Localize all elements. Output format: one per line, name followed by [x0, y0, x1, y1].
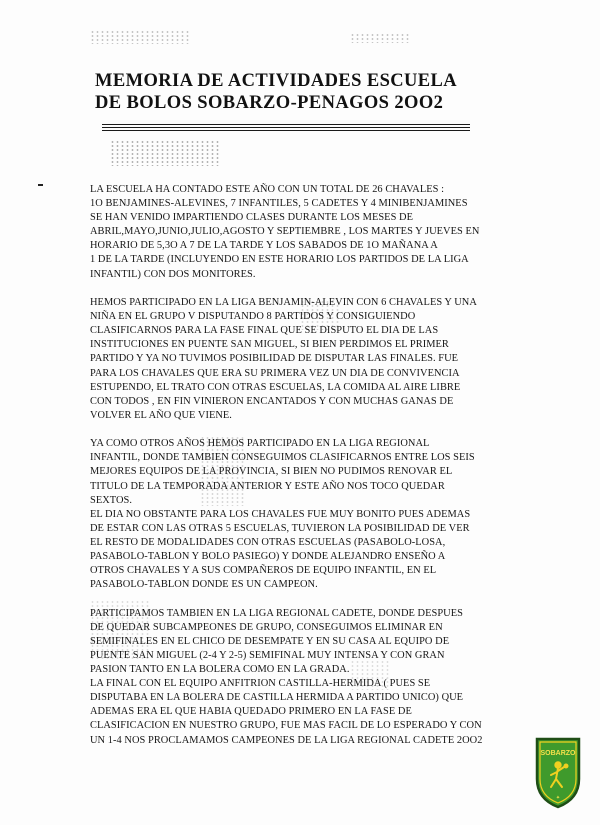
- body-line: PARTIDO Y YA NO TUVIMOS POSIBILIDAD DE DISPUTAR LAS FINALES. FUE: [90, 353, 459, 365]
- body-line: LA ESCUELA HA CONTADO ESTE AÑO CON UN TOTAL DE 26 CHAVALES :: [90, 184, 445, 195]
- body-line: SEMIFINALES EN EL CHICO DE DESEMPATE Y EN SU CASA AL EQUIPO DE: [90, 635, 450, 647]
- title-underline: [102, 130, 470, 131]
- club-logo: [533, 735, 583, 809]
- body-line: CLASIFICACION EN NUESTRO GRUPO, FUE MAS FACIL DE LO ESPERADO Y CON: [90, 720, 482, 732]
- body-line: ADEMAS ERA EL QUE HABIA QUEDADO PRIMERO EN LA FASE DE: [90, 706, 412, 718]
- body-line: SE HAN VENIDO IMPARTIENDO CLASES DURANTE LOS MESES DE: [90, 212, 413, 224]
- title-underline: [102, 127, 470, 128]
- body-line: CLASIFICARNOS PARA LA FASE FINAL QUE SE DISPUTO EL DIA DE LAS: [90, 325, 439, 337]
- body-line: PARA LOS CHAVALES QUE ERA SU PRIMERA VEZ UN DIA DE CONVIVENCIA: [90, 367, 460, 379]
- body-line: PUENTE SAN MIGUEL (2-4 Y 2-5) SEMIFINAL MUY INTENSA Y CON GRAN: [90, 649, 445, 661]
- body-line: LA FINAL CON EL EQUIPO ANFITRION CASTILLA-HERMIDA ( PUES SE: [90, 678, 431, 690]
- body-line: EL RESTO DE MODALIDADES CON OTRAS ESCUELAS (PASABOLO-LOSA,: [90, 536, 446, 548]
- body-line: MEJORES EQUIPOS DE LA PROVINCIA, SI BIEN NO PUDIMOS RENOVAR EL: [90, 466, 453, 478]
- body-line: DISPUTABA EN LA BOLERA DE CASTILLA HERMIDA A PARTIDO UNICO) QUE: [90, 692, 464, 704]
- document-title: [95, 70, 515, 114]
- body-line: NIÑA EN EL GRUPO V DISPUTANDO 8 PARTIDOS Y CONSIGUIENDO: [90, 311, 416, 323]
- title-underline: [102, 124, 470, 125]
- body-line: HORARIO DE 5,3O A 7 DE LA TARDE Y LOS SABADOS DE 1O MAÑANA A: [90, 240, 438, 252]
- title-line-2: DE BOLOS SOBARZO-PENAGOS 2OO2: [95, 93, 444, 113]
- scan-noise: [110, 140, 220, 166]
- body-paragraph: [90, 607, 530, 748]
- body-line: UN 1-4 NOS PROCLAMAMOS CAMPEONES DE LA LIGA REGIONAL CADETE 2OO2: [90, 734, 483, 746]
- body-line: PASION TANTO EN LA BOLERA COMO EN LA GRADA.: [90, 664, 350, 676]
- body-paragraph: [90, 437, 530, 592]
- body-paragraph: [90, 296, 530, 423]
- body-line: HEMOS PARTICIPADO EN LA LIGA BENJAMIN-ALEVIN CON 6 CHAVALES Y UNA: [90, 297, 477, 309]
- margin-mark: [38, 184, 43, 186]
- body-line: DE ESTAR CON LAS OTRAS 5 ESCUELAS, TUVIERON LA POSIBILIDAD DE VER: [90, 522, 470, 534]
- body-line: TITULO DE LA TEMPORADA ANTERIOR Y ESTE AÑO NOS TOCO QUEDAR: [90, 480, 445, 492]
- body-line: 1O BENJAMINES-ALEVINES, 7 INFANTILES, 5 CADETES Y 4 MINIBENJAMINES: [90, 198, 468, 210]
- body-line: DE QUEDAR SUBCAMPEONES DE GRUPO, CONSEGUIMOS ELIMINAR EN: [90, 621, 443, 633]
- body-line: PASABOLO-TABLON Y BOLO PASIEGO) Y DONDE ALEJANDRO ENSEÑO A: [90, 551, 446, 563]
- body-line: ESTUPENDO, EL TRATO CON OTRAS ESCUELAS, LA COMIDA AL AIRE LIBRE: [90, 381, 461, 393]
- body-line: PARTICIPAMOS TAMBIEN EN LA LIGA REGIONAL CADETE, DONDE DESPUES: [90, 607, 463, 619]
- logo-small-lettering: ✦: [555, 795, 561, 801]
- scan-noise: [90, 30, 190, 44]
- body-line: ABRIL,MAYO,JUNIO,JULIO,AGOSTO Y SEPTIEMBRE , LOS MARTES Y JUEVES EN: [90, 226, 480, 238]
- body-line: 1 DE LA TARDE (INCLUYENDO EN ESTE HORARIO LOS PARTIDOS DE LA LIGA: [90, 254, 469, 266]
- body-paragraph: [90, 183, 530, 282]
- body-line: VOLVER EL AÑO QUE VIENE.: [90, 409, 232, 421]
- body-line: CON TODOS , EN FIN VINIERON ENCANTADOS Y CON MUCHAS GANAS DE: [90, 395, 454, 407]
- body-line: INFANTIL, DONDE TAMBIEN CONSEGUIMOS CLASIFICARNOS ENTRE LOS SEIS: [90, 452, 475, 464]
- document-body: [90, 183, 530, 748]
- title-line-1: MEMORIA DE ACTIVIDADES ESCUELA: [95, 71, 458, 91]
- body-line: OTROS CHAVALES Y A SUS COMPAÑEROS DE EQUIPO INFANTIL, EN EL: [90, 565, 437, 577]
- logo-lettering: SOBARZO: [540, 750, 576, 757]
- body-line: SEXTOS.: [90, 494, 133, 506]
- body-line: PASABOLO-TABLON DONDE ES UN CAMPEON.: [90, 579, 318, 591]
- body-line: INFANTIL) CON DOS MONITORES.: [90, 268, 256, 280]
- body-line: EL DIA NO OBSTANTE PARA LOS CHAVALES FUE MUY BONITO PUES ADEMAS: [90, 508, 471, 520]
- shield-icon: [533, 735, 583, 809]
- body-line: INSTITUCIONES EN PUENTE SAN MIGUEL, SI BIEN PERDIMOS EL PRIMER: [90, 339, 449, 351]
- scan-noise: [350, 33, 410, 43]
- body-line: YA COMO OTROS AÑOS HEMOS PARTICIPADO EN LA LIGA REGIONAL: [90, 438, 430, 450]
